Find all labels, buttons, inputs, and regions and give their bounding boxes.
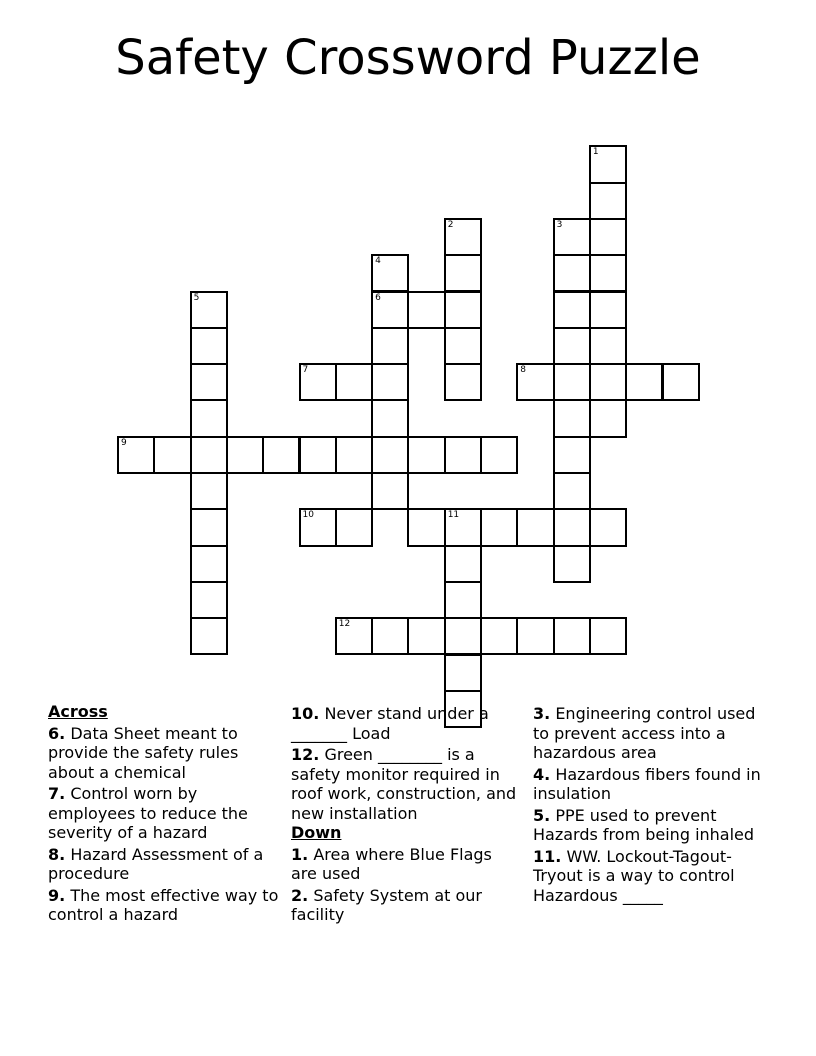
grid-cell[interactable] (553, 363, 591, 401)
clue-text: Data Sheet meant to provide the safety rules about a chemical (48, 723, 239, 782)
clue-text: WW. Lockout-Tagout-Tryout is a way to control Hazardous _____ (533, 846, 735, 905)
grid-cell[interactable] (589, 617, 627, 655)
clue (48, 845, 280, 884)
clue-number: 10. (291, 704, 320, 723)
cell-number: 5 (193, 292, 200, 303)
cell-number: 9 (121, 437, 127, 448)
grid-cell[interactable] (553, 508, 591, 546)
clue (48, 724, 280, 783)
grid-cell[interactable] (553, 399, 591, 437)
grid-cell[interactable] (371, 472, 409, 510)
clue-heading: Across (48, 702, 108, 721)
grid-cell[interactable] (335, 508, 373, 546)
cell-number: 8 (520, 365, 527, 376)
grid-cell[interactable] (190, 472, 228, 510)
grid-cell[interactable] (371, 254, 409, 292)
grid-cell[interactable] (444, 291, 482, 329)
page-title: Safety Crossword Puzzle (115, 30, 701, 86)
cell-number: 7 (302, 365, 309, 376)
clue-heading: Down (291, 823, 342, 842)
grid-cell[interactable] (444, 436, 482, 474)
clue-number: 2. (291, 885, 309, 905)
grid-cell[interactable] (553, 545, 591, 583)
clue-text: Control worn by employees to reduce the severity of a hazard (48, 784, 248, 842)
clue-number: 1. (291, 844, 309, 864)
grid-cell[interactable] (444, 363, 482, 401)
grid-cell[interactable] (516, 508, 554, 546)
clue-number: 5. (533, 805, 551, 825)
grid-cell[interactable] (407, 436, 445, 474)
grid-cell[interactable] (444, 545, 482, 583)
grid-cell[interactable] (589, 218, 627, 256)
clue-column-2 (291, 702, 519, 925)
grid-cell[interactable] (589, 182, 627, 220)
grid-cell[interactable] (589, 327, 627, 365)
clue (533, 806, 765, 845)
grid-cell[interactable] (553, 218, 591, 256)
cell-number: 2 (447, 219, 454, 230)
grid-cell[interactable] (589, 508, 627, 546)
grid-cell[interactable] (589, 254, 627, 292)
grid-cell[interactable] (553, 254, 591, 292)
grid-cell[interactable] (299, 363, 337, 401)
clue-number: 8. (48, 844, 66, 864)
clue (48, 886, 280, 925)
grid-cell[interactable] (117, 436, 155, 474)
grid-cell[interactable] (371, 363, 409, 401)
grid-cell[interactable] (480, 436, 518, 474)
grid-cell[interactable] (589, 363, 627, 401)
clue-column-3 (533, 702, 765, 905)
clue-text: Green ________ is a safety monitor required in roof work, construction, and new installation (291, 745, 517, 823)
grid-cell[interactable] (516, 617, 554, 655)
clue-text: Hazardous fibers found in insulation (533, 764, 761, 803)
grid-cell[interactable] (190, 617, 228, 655)
cell-number: 11 (447, 510, 460, 521)
cell-number: 12 (338, 619, 351, 630)
clue-text: Area where Blue Flags are used (291, 844, 492, 883)
grid-cell[interactable] (444, 654, 482, 692)
clue-text: Never stand under a _______ Load (291, 704, 489, 743)
grid-cell[interactable] (371, 399, 409, 437)
clue-text: Safety System at our facility (291, 885, 482, 924)
grid-cell[interactable] (553, 617, 591, 655)
grid-cell[interactable] (553, 327, 591, 365)
grid-cell[interactable] (444, 327, 482, 365)
clue (291, 745, 519, 823)
grid-cell[interactable] (371, 327, 409, 365)
clue-number: 9. (48, 885, 66, 905)
grid-cell[interactable] (480, 617, 518, 655)
cell-number: 6 (375, 292, 381, 303)
clue (533, 847, 765, 906)
grid-cell[interactable] (407, 291, 445, 329)
grid-cell[interactable] (589, 145, 627, 183)
grid-cell[interactable] (190, 436, 228, 474)
clue-text: PPE used to prevent Hazards from being inhaled (533, 805, 755, 844)
grid-cell[interactable] (371, 436, 409, 474)
clue (291, 886, 519, 925)
grid-cell[interactable] (444, 508, 482, 546)
cell-number: 10 (302, 510, 314, 521)
grid-cell[interactable] (371, 291, 409, 329)
grid-cell[interactable] (480, 508, 518, 546)
clue-text: Hazard Assessment of a procedure (48, 844, 264, 883)
clue-number: 6. (48, 723, 66, 743)
clue (533, 704, 765, 763)
grid-cell[interactable] (516, 363, 554, 401)
grid-cell[interactable] (444, 617, 482, 655)
grid-cell[interactable] (335, 363, 373, 401)
grid-cell[interactable] (190, 545, 228, 583)
grid-cell[interactable] (226, 436, 264, 474)
grid-cell[interactable] (335, 436, 373, 474)
grid-cell[interactable] (262, 436, 300, 474)
clue (533, 765, 765, 804)
grid-cell[interactable] (153, 436, 191, 474)
grid-cell[interactable] (662, 363, 700, 401)
grid-cell[interactable] (190, 508, 228, 546)
grid-cell[interactable] (407, 617, 445, 655)
clue (48, 784, 280, 843)
grid-cell[interactable] (299, 436, 337, 474)
grid-cell[interactable] (335, 617, 373, 655)
grid-cell[interactable] (553, 436, 591, 474)
clue-text: Engineering control used to prevent access into a hazardous area (533, 704, 756, 762)
grid-cell[interactable] (371, 617, 409, 655)
grid-cell[interactable] (589, 399, 627, 437)
clue-number: 7. (48, 784, 66, 803)
grid-cell[interactable] (625, 363, 663, 401)
clue (291, 704, 519, 743)
grid-cell[interactable] (190, 327, 228, 365)
grid-cell[interactable] (553, 472, 591, 510)
clue-number: 3. (533, 704, 551, 723)
grid-cell[interactable] (190, 581, 228, 619)
grid-cell[interactable] (190, 363, 228, 401)
clue-number: 11. (533, 846, 562, 866)
cell-number: 4 (375, 256, 381, 267)
grid-cell[interactable] (589, 291, 627, 329)
grid-cell[interactable] (444, 254, 482, 292)
clue (291, 845, 519, 884)
grid-cell[interactable] (190, 399, 228, 437)
grid-cell[interactable] (444, 218, 482, 256)
clue-column-1 (48, 702, 280, 925)
cell-number: 1 (592, 147, 599, 158)
cell-number: 3 (556, 219, 563, 230)
grid-cell[interactable] (407, 508, 445, 546)
grid-cell[interactable] (553, 291, 591, 329)
grid-cell[interactable] (444, 581, 482, 619)
grid-cell[interactable] (299, 508, 337, 546)
clue-text: The most effective way to control a hazard (48, 885, 279, 924)
clue-number: 4. (533, 764, 551, 784)
clue-number: 12. (291, 745, 320, 764)
grid-cell[interactable] (190, 291, 228, 329)
